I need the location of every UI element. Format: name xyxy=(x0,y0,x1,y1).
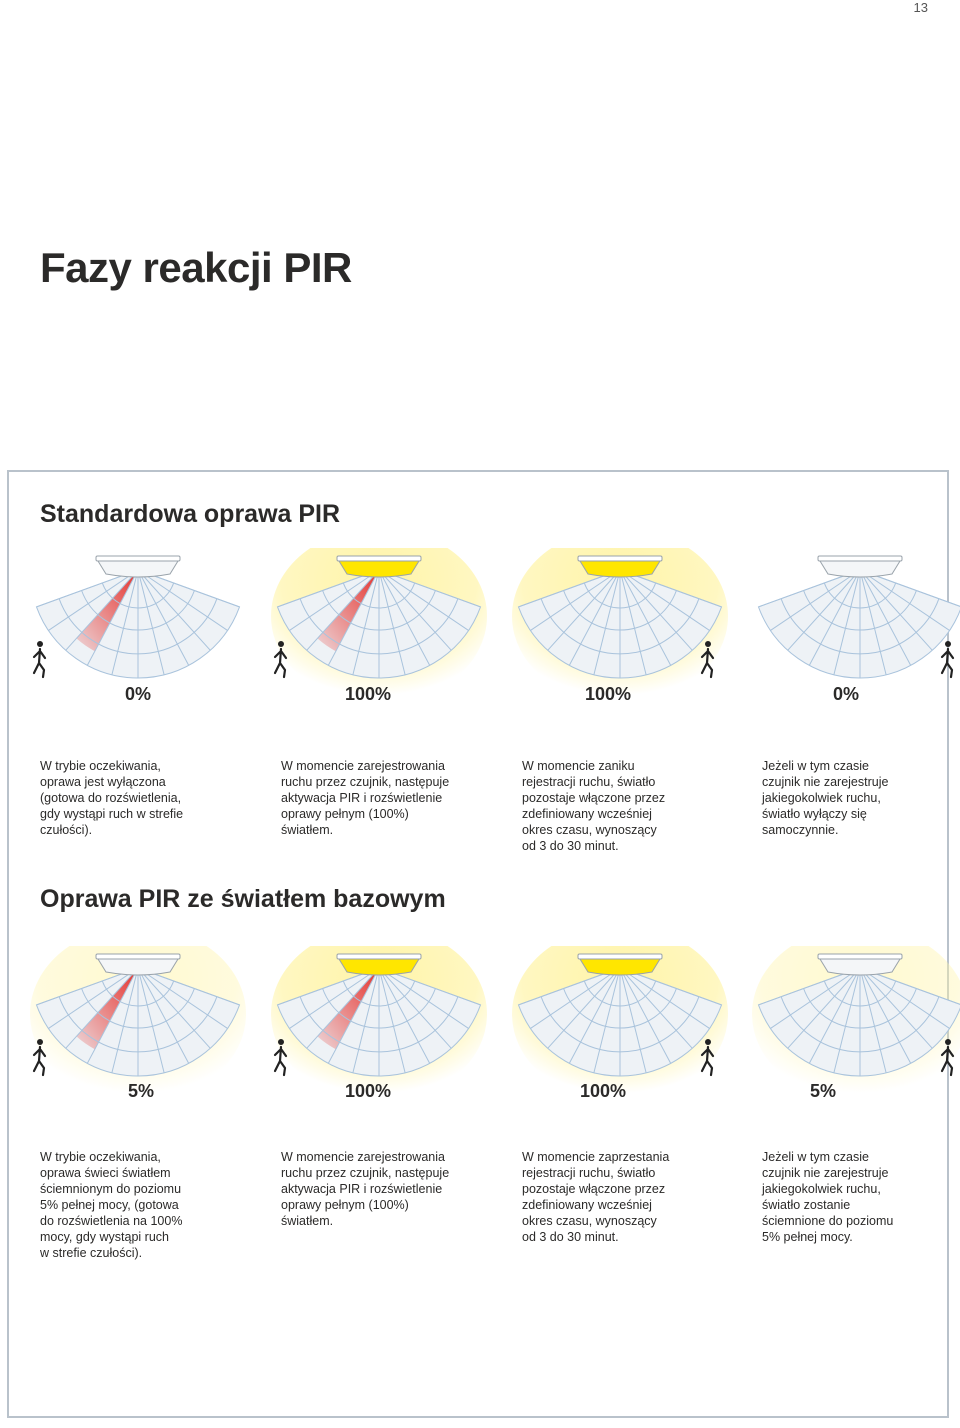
phase-description: W momencie zaprzestania rejestracji ruchu, światło pozostaje włączone przez zdefiniowany wcześniej okres czasu, wynoszący od 3 do 30 minut. xyxy=(522,1150,670,1244)
section-title-base-light: Oprawa PIR ze światłem bazowym xyxy=(40,885,446,913)
pir-diagram xyxy=(750,946,960,1096)
light-level-label: 0% xyxy=(833,684,860,704)
light-level-label: 100% xyxy=(580,1081,627,1101)
light-level-label: 0% xyxy=(125,684,152,704)
light-level-label: 100% xyxy=(345,684,392,704)
pir-diagram xyxy=(269,548,489,698)
pir-diagram xyxy=(750,548,960,698)
phase-description: W trybie oczekiwania, oprawa świeci światłem ściemnionym do poziomu 5% pełnej mocy, (gotowa do rozświetlenia na 100% mocy, gdy wystąpi ruch w strefie czułości). xyxy=(40,1150,183,1260)
detection-zone xyxy=(759,570,960,678)
light-level-label: 5% xyxy=(128,1081,155,1101)
page-title: Fazy reakcji PIR xyxy=(40,244,352,291)
lamp-off-icon xyxy=(96,954,180,975)
section-title-standard: Standardowa oprawa PIR xyxy=(40,500,341,528)
phase-description: W momencie zarejestrowania ruchu przez czujnik, następuje aktywacja PIR i rozświetlenie oprawy pełnym (100%) światłem. xyxy=(281,1150,450,1228)
pir-diagram xyxy=(28,548,248,698)
light-level-label: 100% xyxy=(345,1081,392,1101)
phase-description: W momencie zaniku rejestracji ruchu, światło pozostaje włączone przez zdefiniowany wcześniej okres czasu, wynoszący od 3 do 30 minut. xyxy=(522,759,666,853)
walking-person-icon xyxy=(942,641,953,677)
lamp-off-icon xyxy=(818,556,902,577)
pir-diagram xyxy=(269,946,489,1096)
phase-description: W momencie zarejestrowania ruchu przez czujnik, następuje aktywacja PIR i rozświetlenie oprawy pełnym (100%) światłem. xyxy=(281,759,450,837)
walking-person-icon xyxy=(34,641,45,677)
light-level-label: 5% xyxy=(810,1081,837,1101)
phase-description: W trybie oczekiwania, oprawa jest wyłączona (gotowa do rozświetlenia, gdy wystąpi ruch w strefie czułości). xyxy=(40,759,184,837)
pir-diagram xyxy=(28,946,248,1096)
lamp-on-icon xyxy=(337,556,421,577)
lamp-off-icon xyxy=(96,556,180,577)
page-number: 13 xyxy=(913,0,928,15)
pir-diagram xyxy=(510,946,730,1096)
lamp-on-icon xyxy=(337,954,421,975)
lamp-off-icon xyxy=(818,954,902,975)
phase-description: Jeżeli w tym czasie czujnik nie zarejestruje jakiegokolwiek ruchu, światło wyłączy się samoczynnie. xyxy=(762,759,889,837)
lamp-on-icon xyxy=(578,954,662,975)
light-level-label: 100% xyxy=(585,684,632,704)
lamp-on-icon xyxy=(578,556,662,577)
phase-description: Jeżeli w tym czasie czujnik nie zarejestruje jakiegokolwiek ruchu, światło zostanie ściemnione do poziomu 5% pełnej mocy. xyxy=(762,1150,894,1244)
pir-diagram xyxy=(510,548,730,698)
